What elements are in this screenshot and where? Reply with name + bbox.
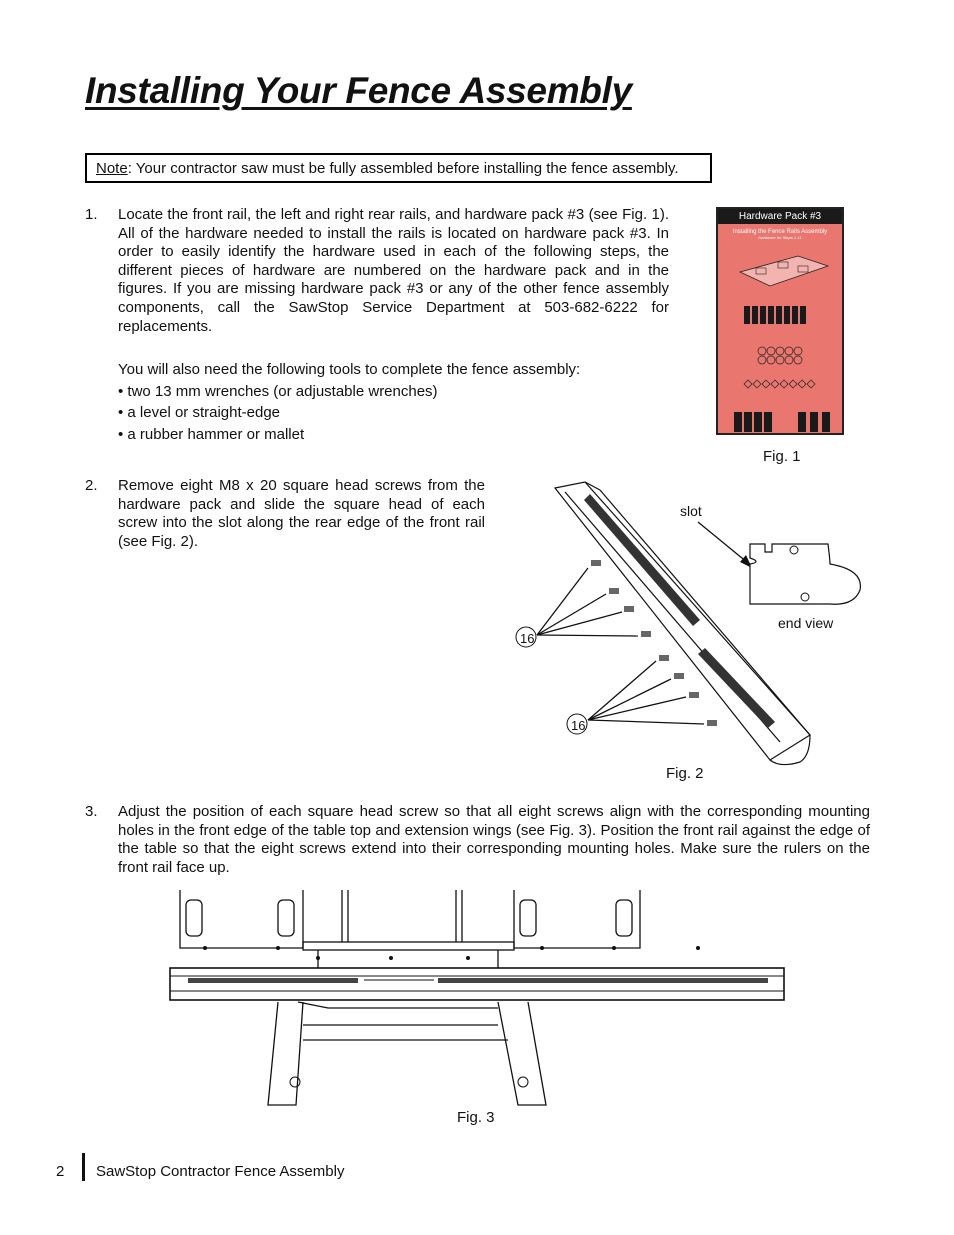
hardware-pack-drawing: [718, 244, 842, 435]
note-box: [85, 153, 712, 183]
step-2-number: 2.: [85, 477, 98, 494]
hardware-pack-header: Hardware Pack #3: [718, 209, 842, 224]
hardware-pack-subtitle2: Hardware for Steps 1-11: [758, 235, 802, 240]
step-1-text: Locate the front rail, the left and right rear rails, and hardware pack #3 (see Fig. 1). All of the hardware needed to install the rails is located on hardware pack #3. In order to easily identify the hardware used in each of the following steps, the different pieces of hardware are numbered on the hardware pack and in the figures. If you are missing hardware pack #3 or any of the other fence assembly components, call the SawStop Service Department at 503-682-6222 for replacements.: [118, 206, 669, 335]
fig-2-caption: Fig. 2: [666, 765, 704, 782]
step-2: [85, 477, 485, 553]
step-1: [85, 206, 669, 341]
fig-3-drawing: [168, 890, 788, 1110]
step-3: [85, 803, 870, 879]
fig-1-caption: Fig. 1: [763, 448, 801, 465]
fig-2-callout-top: 16: [520, 631, 535, 646]
footer-divider: [82, 1153, 85, 1181]
tools-item-1: • two 13 mm wrenches (or adjustable wrenches): [118, 383, 438, 400]
page-title: Installing Your Fence Assembly: [85, 70, 632, 111]
slot-label: slot: [680, 503, 702, 519]
fig-2-callout-bottom: 16: [571, 718, 586, 733]
tools-intro: You will also need the following tools to complete the fence assembly:: [118, 361, 581, 378]
step-3-text: Adjust the position of each square head screw so that all eight screws align with the corresponding mounting holes in the front edge of the table top and extension wings (see Fig. 3). Position the front rail against the edge of the table so that the eight screws extend into their corresponding mounting holes. Make sure the rulers on the front rail face up.: [118, 803, 870, 876]
note-label: Note: [96, 160, 128, 177]
hardware-pack-subtitle: Installing the Fence Rails Assembly: [732, 229, 828, 235]
tools-item-3: • a rubber hammer or mallet: [118, 426, 305, 443]
note-text: : Your contractor saw must be fully assembled before installing the fence assembly.: [127, 160, 679, 177]
fig-3-caption: Fig. 3: [457, 1109, 495, 1126]
page-number: 2: [56, 1163, 65, 1180]
step-2-text: Remove eight M8 x 20 square head screws from the hardware pack and slide the square head of each screw into the slot along the rear edge of the front rail (see Fig. 2).: [118, 477, 485, 550]
tools-item-2: • a level or straight-edge: [118, 404, 281, 421]
end-view-label: end view: [778, 615, 834, 631]
step-1-number: 1.: [85, 206, 98, 223]
footer-title: SawStop Contractor Fence Assembly: [96, 1163, 345, 1180]
step-3-number: 3.: [85, 803, 98, 820]
hardware-pack-image: [716, 207, 844, 435]
